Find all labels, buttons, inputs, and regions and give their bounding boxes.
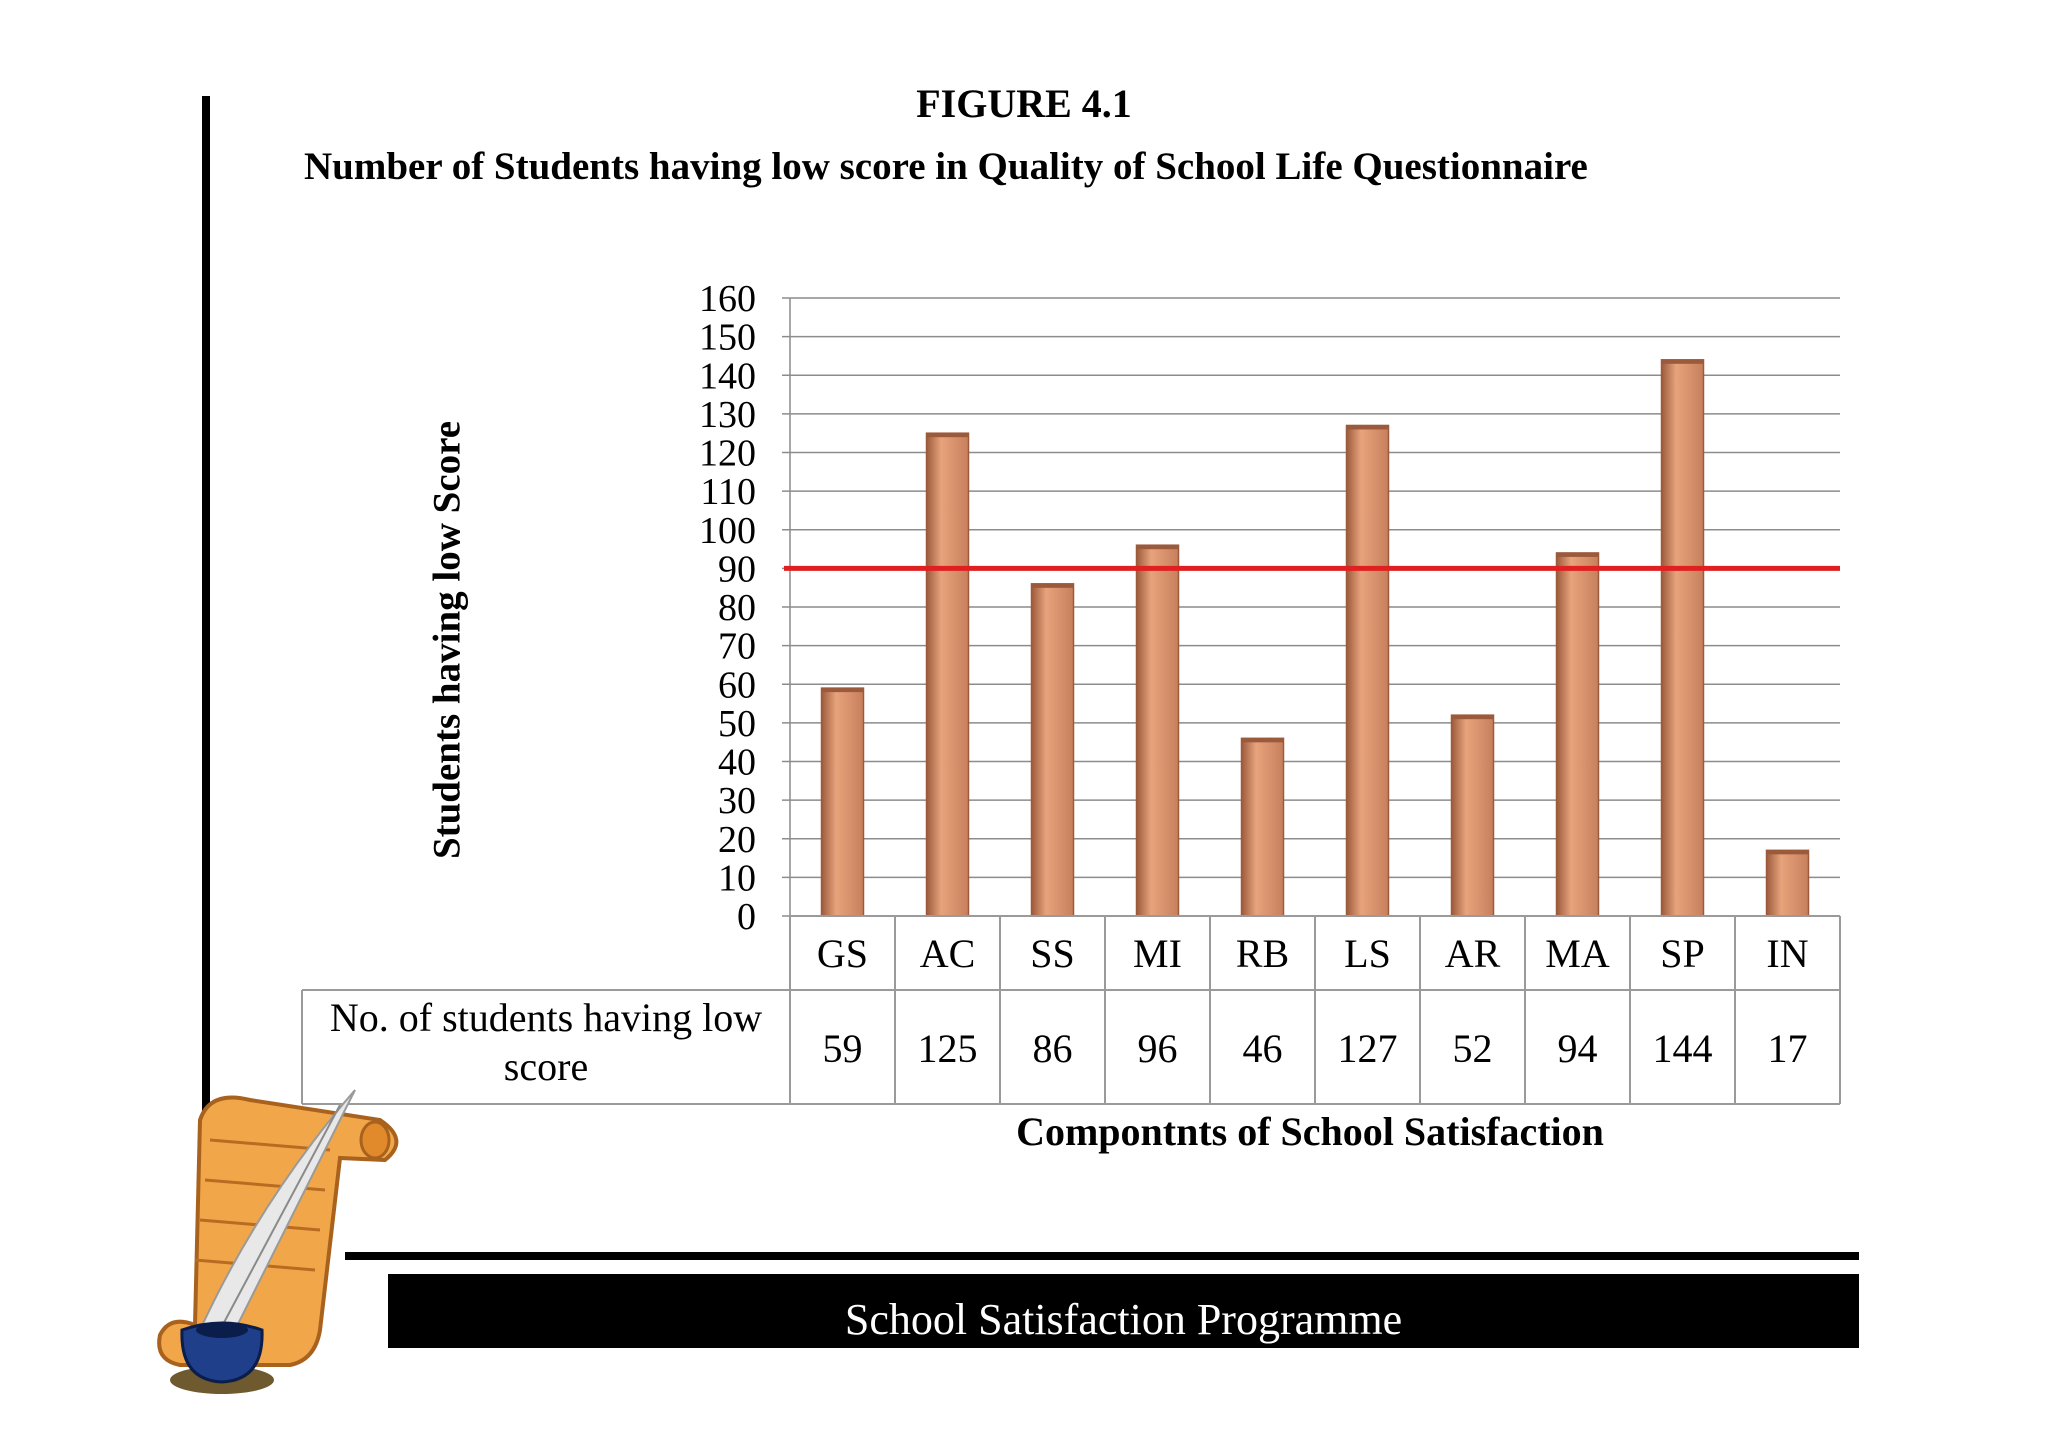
bar: [1347, 425, 1389, 916]
y-tick-label: 100: [699, 509, 756, 552]
y-tick-label: 150: [699, 316, 756, 359]
scroll-quill-ink-icon: [140, 1080, 400, 1400]
bar-cap: [1452, 715, 1494, 719]
footer-text: School Satisfaction Programme: [844, 1295, 1403, 1344]
y-tick-label: 120: [699, 432, 756, 475]
bars: [822, 360, 1809, 916]
y-tick-label: 40: [718, 741, 756, 784]
data-label: 59: [822, 1026, 863, 1071]
data-label: 17: [1767, 1026, 1808, 1071]
x-tick-label: AR: [1444, 931, 1501, 976]
bar: [822, 688, 864, 916]
bottom-rule: [345, 1252, 1859, 1260]
y-tick-label: 90: [718, 548, 756, 591]
bar: [1557, 553, 1599, 916]
data-label: 144: [1652, 1026, 1713, 1071]
y-tick-label: 130: [699, 393, 756, 436]
figure-label: FIGURE 4.1: [916, 81, 1132, 126]
bar: [1452, 715, 1494, 916]
data-label: 52: [1452, 1026, 1493, 1071]
bar: [1137, 545, 1179, 916]
y-tick-label: 30: [718, 780, 756, 823]
data-label: 46: [1242, 1026, 1283, 1071]
bar-cap: [1137, 545, 1179, 549]
x-axis-label: Compontnts of School Satisfaction: [1016, 1109, 1604, 1154]
bar-cap: [1347, 425, 1389, 429]
data-label: 127: [1337, 1026, 1398, 1071]
x-tick-label: RB: [1235, 931, 1290, 976]
bar-cap: [1032, 584, 1074, 588]
data-label: 86: [1032, 1026, 1073, 1071]
y-tick-label: 50: [718, 702, 756, 745]
bar-cap: [1767, 850, 1809, 854]
x-tick-label: SS: [1030, 931, 1075, 976]
x-tick-label: LS: [1344, 931, 1391, 976]
bar-cap: [822, 688, 864, 692]
bar: [1032, 584, 1074, 916]
bar-cap: [1242, 738, 1284, 742]
bar: [927, 433, 969, 916]
footer-band: [388, 1274, 1859, 1348]
y-tick-label: 0: [737, 896, 756, 938]
y-tick-label: 110: [700, 471, 756, 514]
y-tick-label: 160: [699, 278, 756, 320]
bar: [1767, 850, 1809, 916]
data-table: [302, 916, 1840, 1104]
x-tick-label: GS: [816, 931, 869, 976]
data-label: 94: [1557, 1026, 1598, 1071]
data-label: 96: [1137, 1026, 1178, 1071]
bar-cap: [1557, 553, 1599, 557]
bar-cap: [1662, 360, 1704, 364]
x-tick-label: AC: [919, 931, 976, 976]
chart-title: Number of Students having low score in Quality of School Life Questionnaire: [304, 145, 1588, 188]
y-tick-label: 80: [718, 587, 756, 629]
table-row-label: No. of students having low score: [329, 995, 763, 1089]
y-axis-label: Students having low Score: [425, 420, 469, 860]
x-tick-label: IN: [1766, 931, 1809, 976]
y-tick-label: 20: [718, 818, 756, 861]
x-tick-label: MI: [1133, 931, 1182, 976]
y-tick-label: 10: [718, 857, 756, 900]
bar: [1662, 360, 1704, 916]
x-tick-label: SP: [1660, 931, 1705, 976]
x-tick-label: MA: [1545, 931, 1610, 976]
y-tick-label: 140: [699, 355, 756, 398]
bar-cap: [927, 433, 969, 437]
bar: [1242, 738, 1284, 916]
y-tick-labels: [699, 278, 756, 938]
y-tick-label: 60: [718, 664, 756, 707]
y-tick-label: 70: [718, 625, 756, 668]
data-label: 125: [917, 1026, 978, 1071]
